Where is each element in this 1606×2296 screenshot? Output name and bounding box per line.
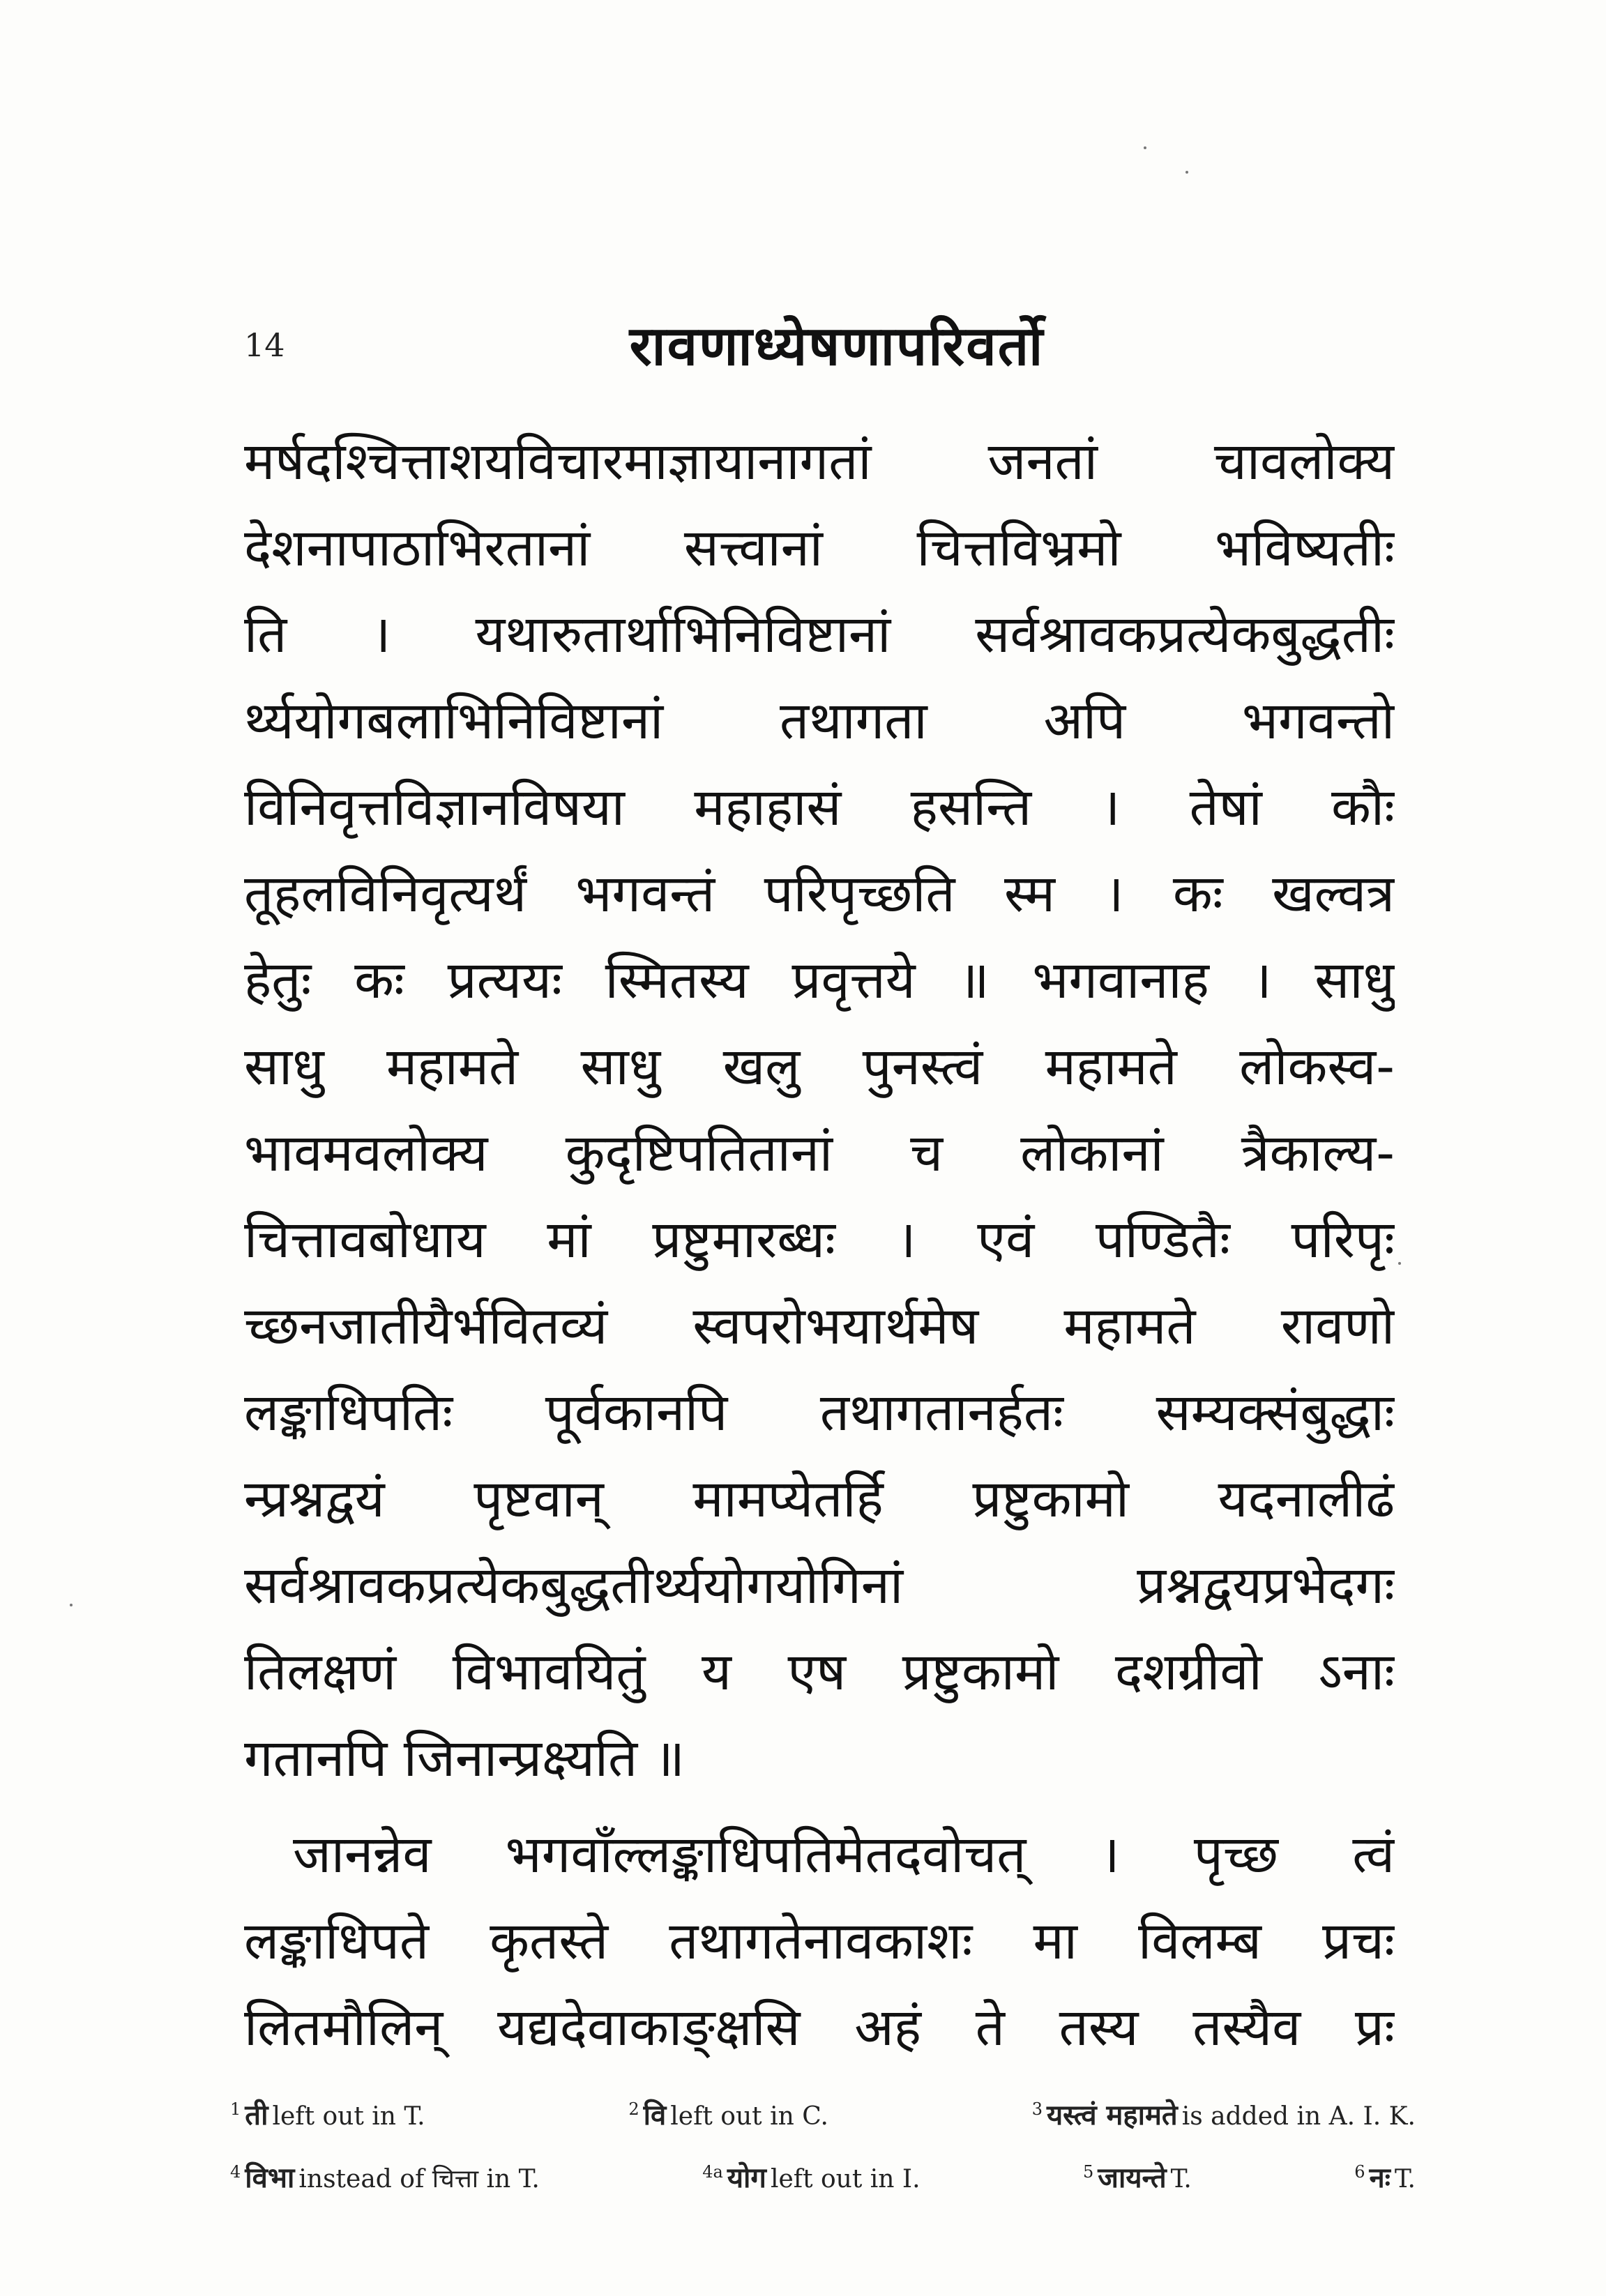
text-line: च्छनजातीयैर्भवितव्यं स्वपरोभयार्थमेष महामते रावणो [244, 1296, 1395, 1356]
text-line: न्प्रश्नद्वयं पृष्टवान् मामप्येतर्हि प्रष्टुकामो यदनालीढं [244, 1469, 1395, 1529]
text-line: र्थ्ययोगबलाभिनिविष्टानां तथागता अपि भगवन्तो [244, 691, 1395, 751]
footnote: $^{4a}$ योग left out in I. [702, 2162, 921, 2194]
text-line: भावमवलोक्य कुदृष्टिपतितानां च लोकानां त्रैकाल्य- [244, 1123, 1395, 1183]
footnotes [230, 2078, 1416, 2203]
running-title: रावणाध्येषणापरिवर्तो [629, 315, 1045, 378]
page-number: 14 [244, 326, 285, 364]
footnote: $^3$ यस्त्वं महामते is added in A. I. K. [1031, 2099, 1416, 2131]
scan-speck [1185, 171, 1188, 174]
text-line: चित्तावबोधाय मां प्रष्टुमारब्धः । एवं पण्डितैः परिपृः [244, 1210, 1395, 1270]
footnote-row [230, 2141, 1416, 2203]
scan-speck [1144, 146, 1146, 149]
text-line: साधु महामते साधु खलु पुनस्त्वं महामते लोकस्व- [244, 1037, 1395, 1097]
text-line: मर्षदश्चित्ताशयविचारमाज्ञायानागतां जनतां चावलोक्य [244, 432, 1395, 492]
text-line: विनिवृत्तविज्ञानविषया महाहासं हसन्ति । तेषां कौः [244, 777, 1395, 837]
text-line: देशनापाठाभिरतानां सत्त्वानां चित्तविभ्रमो भविष्यतीः [244, 518, 1395, 578]
text-line: तिलक्षणं विभावयितुं य एष प्रष्टुकामो दशग्रीवो ऽनाः [244, 1642, 1395, 1702]
body-text [244, 418, 1395, 2071]
text-line: तूहलविनिवृत्यर्थं भगवन्तं परिपृच्छति स्म । कः खल्वत्र [244, 864, 1395, 924]
scan-speck [1398, 1262, 1401, 1265]
text-line: गतानपि जिनान्प्रक्ष्यति ॥ [244, 1728, 685, 1788]
text-line: लङ्काधिपते कृतस्ते तथागतेनावकाशः मा विलम्ब प्रचः [244, 1911, 1395, 1971]
footnote-row [230, 2078, 1416, 2141]
scan-speck [70, 1604, 73, 1606]
footnote: $^2$ वि left out in C. [628, 2099, 828, 2131]
text-line: हेतुः कः प्रत्ययः स्मितस्य प्रवृत्तये ॥ भगवानाह । साधु [244, 950, 1395, 1010]
footnote: $^5$ जायन्ते T. [1083, 2162, 1192, 2194]
footnote: $^1$ ती left out in T. [230, 2099, 425, 2131]
text-line: लितमौलिन् यद्यदेवाकाङ्क्षसि अहं ते तस्य तस्यैव प्रः [244, 1998, 1395, 2058]
text-line: लङ्काधिपतिः पूर्वकानपि तथागतानर्हतः सम्यक्संबुद्धाः [244, 1383, 1395, 1443]
footnote: $^4$ विभा instead of चित्ता in T. [230, 2162, 540, 2194]
text-line: सर्वश्रावकप्रत्येकबुद्धतीर्थ्ययोगयोगिनां प्रश्नद्वयप्रभेदगः [244, 1556, 1395, 1615]
text-line: ति । यथारुतार्थाभिनिविष्टानां सर्वश्रावकप्रत्येकबुद्धतीः [244, 605, 1395, 664]
text-line: जानन्नेव भगवाँल्लङ्काधिपतिमेतदवोचत् । पृच्छ त्वं [293, 1825, 1395, 1885]
footnote: $^6$ नः T. [1354, 2162, 1416, 2194]
